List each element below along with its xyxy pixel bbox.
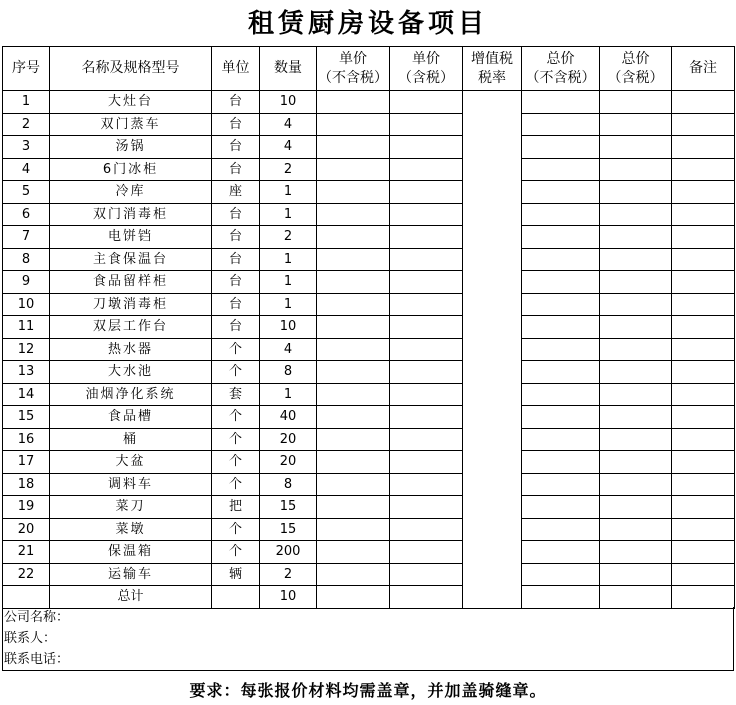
item-quantity: 8 — [260, 361, 317, 384]
item-unit: 个 — [212, 338, 260, 361]
remark-cell — [672, 226, 735, 249]
unit-price-ex-tax-cell — [317, 496, 390, 519]
total-label: 总计 — [50, 586, 212, 609]
item-quantity: 40 — [260, 406, 317, 429]
header-total-in-tax — [600, 47, 672, 91]
item-name: 电饼铛 — [50, 226, 212, 249]
total-in-tax-cell — [600, 451, 672, 474]
item-name: 大灶台 — [50, 91, 212, 114]
item-quantity: 15 — [260, 518, 317, 541]
total-ex-tax-cell — [522, 361, 600, 384]
table-row — [3, 158, 735, 181]
table-row — [3, 496, 735, 519]
item-quantity: 1 — [260, 248, 317, 271]
header-line: （含税） — [607, 69, 664, 86]
total-in-tax-cell — [600, 158, 672, 181]
total-sum-ex-cell — [522, 586, 600, 609]
row-index: 14 — [3, 383, 50, 406]
total-unit-cell — [212, 586, 260, 609]
item-name: 食品留样柜 — [50, 271, 212, 294]
header-vat-rate — [463, 47, 522, 91]
total-in-tax-cell — [600, 136, 672, 159]
unit-price-ex-tax-cell — [317, 473, 390, 496]
unit-price-ex-tax-cell — [317, 248, 390, 271]
item-unit: 个 — [212, 473, 260, 496]
table-row — [3, 361, 735, 384]
item-unit: 座 — [212, 181, 260, 204]
equipment-table — [2, 46, 735, 609]
header-line: （不含税） — [525, 69, 596, 86]
unit-price-ex-tax-cell — [317, 158, 390, 181]
total-price-in-cell — [390, 586, 463, 609]
unit-price-in-tax-cell — [390, 316, 463, 339]
table-row — [3, 563, 735, 586]
remark-cell — [672, 293, 735, 316]
total-ex-tax-cell — [522, 563, 600, 586]
unit-price-in-tax-cell — [390, 181, 463, 204]
header-unit: 单位 — [212, 47, 260, 91]
unit-price-in-tax-cell — [390, 361, 463, 384]
item-name: 油烟净化系统 — [50, 383, 212, 406]
total-in-tax-cell — [600, 113, 672, 136]
contact-person-label: 联系人： — [4, 631, 57, 646]
contact-info-box — [2, 607, 734, 671]
unit-price-in-tax-cell — [390, 518, 463, 541]
unit-price-in-tax-cell — [390, 203, 463, 226]
header-name: 名称及规格型号 — [50, 47, 212, 91]
remark-cell — [672, 91, 735, 114]
row-index: 3 — [3, 136, 50, 159]
item-unit: 辆 — [212, 563, 260, 586]
unit-price-ex-tax-cell — [317, 361, 390, 384]
item-name: 冷库 — [50, 181, 212, 204]
header-line: 单价 — [339, 50, 367, 67]
total-ex-tax-cell — [522, 226, 600, 249]
unit-price-in-tax-cell — [390, 271, 463, 294]
unit-price-in-tax-cell — [390, 451, 463, 474]
remark-cell — [672, 338, 735, 361]
unit-price-in-tax-cell — [390, 338, 463, 361]
remark-cell — [672, 203, 735, 226]
unit-price-ex-tax-cell — [317, 541, 390, 564]
remark-cell — [672, 473, 735, 496]
total-in-tax-cell — [600, 563, 672, 586]
item-quantity: 10 — [260, 91, 317, 114]
unit-price-ex-tax-cell — [317, 181, 390, 204]
unit-price-in-tax-cell — [390, 563, 463, 586]
header-unit-price-in-tax — [390, 47, 463, 91]
item-unit: 个 — [212, 451, 260, 474]
item-name: 菜刀 — [50, 496, 212, 519]
unit-price-ex-tax-cell — [317, 316, 390, 339]
remark-cell — [672, 271, 735, 294]
table-row — [3, 518, 735, 541]
remark-cell — [672, 113, 735, 136]
unit-price-ex-tax-cell — [317, 136, 390, 159]
item-quantity: 2 — [260, 158, 317, 181]
total-ex-tax-cell — [522, 383, 600, 406]
total-ex-tax-cell — [522, 473, 600, 496]
unit-price-ex-tax-cell — [317, 428, 390, 451]
contact-phone-label: 联系电话： — [4, 652, 70, 667]
item-name: 调料车 — [50, 473, 212, 496]
header-line: 总价 — [546, 50, 575, 67]
header-unit-price-ex-tax — [317, 47, 390, 91]
table-row — [3, 181, 735, 204]
item-quantity: 20 — [260, 451, 317, 474]
item-name: 双层工作台 — [50, 316, 212, 339]
total-in-tax-cell — [600, 518, 672, 541]
row-index: 18 — [3, 473, 50, 496]
total-in-tax-cell — [600, 473, 672, 496]
total-ex-tax-cell — [522, 451, 600, 474]
remark-cell — [672, 563, 735, 586]
item-name: 主食保温台 — [50, 248, 212, 271]
table-row — [3, 473, 735, 496]
unit-price-in-tax-cell — [390, 248, 463, 271]
unit-price-in-tax-cell — [390, 113, 463, 136]
total-in-tax-cell — [600, 428, 672, 451]
remark-cell — [672, 496, 735, 519]
row-index: 6 — [3, 203, 50, 226]
item-quantity: 2 — [260, 563, 317, 586]
row-index: 9 — [3, 271, 50, 294]
item-unit: 台 — [212, 91, 260, 114]
row-index: 15 — [3, 406, 50, 429]
table-row — [3, 293, 735, 316]
total-in-tax-cell — [600, 496, 672, 519]
table-row — [3, 406, 735, 429]
item-unit: 套 — [212, 383, 260, 406]
unit-price-in-tax-cell — [390, 496, 463, 519]
header-line: 总价 — [621, 50, 650, 67]
header-line: 税率 — [478, 69, 506, 86]
header-line: 增值税 — [471, 50, 513, 67]
row-index: 1 — [3, 91, 50, 114]
total-ex-tax-cell — [522, 158, 600, 181]
table-row — [3, 541, 735, 564]
row-index: 10 — [3, 293, 50, 316]
header-line: （含税） — [398, 69, 454, 86]
remark-cell — [672, 406, 735, 429]
total-ex-tax-cell — [522, 428, 600, 451]
row-index: 20 — [3, 518, 50, 541]
item-quantity: 4 — [260, 338, 317, 361]
header-remark: 备注 — [672, 47, 735, 91]
total-in-tax-cell — [600, 406, 672, 429]
item-unit: 个 — [212, 428, 260, 451]
header-line: 单价 — [412, 50, 440, 67]
total-row — [3, 586, 735, 609]
total-in-tax-cell — [600, 541, 672, 564]
item-quantity: 1 — [260, 293, 317, 316]
row-index: 5 — [3, 181, 50, 204]
total-ex-tax-cell — [522, 316, 600, 339]
item-quantity: 1 — [260, 383, 317, 406]
total-remark-cell — [672, 586, 735, 609]
row-index: 16 — [3, 428, 50, 451]
row-index: 21 — [3, 541, 50, 564]
table-row — [3, 248, 735, 271]
item-quantity: 2 — [260, 226, 317, 249]
total-ex-tax-cell — [522, 271, 600, 294]
table-header-row — [3, 47, 735, 91]
total-ex-tax-cell — [522, 293, 600, 316]
total-index-cell — [3, 586, 50, 609]
total-in-tax-cell — [600, 248, 672, 271]
table-row — [3, 451, 735, 474]
item-name: 保温箱 — [50, 541, 212, 564]
item-unit: 台 — [212, 203, 260, 226]
remark-cell — [672, 181, 735, 204]
total-ex-tax-cell — [522, 203, 600, 226]
total-ex-tax-cell — [522, 338, 600, 361]
total-ex-tax-cell — [522, 113, 600, 136]
item-name: 食品槽 — [50, 406, 212, 429]
item-unit: 台 — [212, 158, 260, 181]
unit-price-in-tax-cell — [390, 406, 463, 429]
table-row — [3, 136, 735, 159]
unit-price-ex-tax-cell — [317, 451, 390, 474]
item-name: 桶 — [50, 428, 212, 451]
item-name: 大水池 — [50, 361, 212, 384]
item-unit: 台 — [212, 226, 260, 249]
total-sum-in-cell — [600, 586, 672, 609]
item-quantity: 8 — [260, 473, 317, 496]
item-unit: 台 — [212, 316, 260, 339]
row-index: 8 — [3, 248, 50, 271]
total-ex-tax-cell — [522, 181, 600, 204]
unit-price-ex-tax-cell — [317, 518, 390, 541]
item-name: 双门蒸车 — [50, 113, 212, 136]
row-index: 11 — [3, 316, 50, 339]
item-quantity: 4 — [260, 136, 317, 159]
item-unit: 个 — [212, 361, 260, 384]
table-row — [3, 428, 735, 451]
remark-cell — [672, 158, 735, 181]
total-ex-tax-cell — [522, 136, 600, 159]
remark-cell — [672, 383, 735, 406]
table-row — [3, 203, 735, 226]
header-line: （不含税） — [318, 69, 388, 86]
row-index: 2 — [3, 113, 50, 136]
unit-price-in-tax-cell — [390, 473, 463, 496]
item-unit: 个 — [212, 406, 260, 429]
company-name-label: 公司名称： — [4, 610, 70, 625]
item-name: 热水器 — [50, 338, 212, 361]
item-quantity: 1 — [260, 271, 317, 294]
item-unit: 台 — [212, 136, 260, 159]
unit-price-in-tax-cell — [390, 136, 463, 159]
total-in-tax-cell — [600, 338, 672, 361]
item-name: 运输车 — [50, 563, 212, 586]
total-price-ex-cell — [317, 586, 390, 609]
unit-price-ex-tax-cell — [317, 293, 390, 316]
total-ex-tax-cell — [522, 91, 600, 114]
unit-price-ex-tax-cell — [317, 113, 390, 136]
item-quantity: 20 — [260, 428, 317, 451]
item-quantity: 4 — [260, 113, 317, 136]
unit-price-in-tax-cell — [390, 226, 463, 249]
item-unit: 台 — [212, 248, 260, 271]
total-quantity: 10 — [260, 586, 317, 609]
item-name: 汤锅 — [50, 136, 212, 159]
item-unit: 台 — [212, 113, 260, 136]
table-row — [3, 113, 735, 136]
document-title: 租赁厨房设备项目 — [247, 9, 488, 39]
vat-rate-merged-cell — [463, 91, 522, 609]
row-index: 13 — [3, 361, 50, 384]
row-index: 12 — [3, 338, 50, 361]
item-quantity: 1 — [260, 181, 317, 204]
row-index: 19 — [3, 496, 50, 519]
unit-price-ex-tax-cell — [317, 338, 390, 361]
unit-price-ex-tax-cell — [317, 383, 390, 406]
item-quantity: 1 — [260, 203, 317, 226]
row-index: 22 — [3, 563, 50, 586]
remark-cell — [672, 248, 735, 271]
item-unit: 把 — [212, 496, 260, 519]
total-in-tax-cell — [600, 316, 672, 339]
table-row — [3, 383, 735, 406]
table-row — [3, 91, 735, 114]
unit-price-ex-tax-cell — [317, 406, 390, 429]
remark-cell — [672, 541, 735, 564]
unit-price-ex-tax-cell — [317, 226, 390, 249]
total-ex-tax-cell — [522, 541, 600, 564]
remark-cell — [672, 451, 735, 474]
row-index: 7 — [3, 226, 50, 249]
item-name: 6门冰柜 — [50, 158, 212, 181]
requirement-note: 要求：每张报价材料均需盖章，并加盖骑缝章。 — [189, 681, 547, 700]
item-name: 双门消毒柜 — [50, 203, 212, 226]
item-quantity: 15 — [260, 496, 317, 519]
total-in-tax-cell — [600, 181, 672, 204]
row-index: 17 — [3, 451, 50, 474]
item-name: 菜墩 — [50, 518, 212, 541]
remark-cell — [672, 316, 735, 339]
total-in-tax-cell — [600, 226, 672, 249]
item-quantity: 200 — [260, 541, 317, 564]
unit-price-ex-tax-cell — [317, 563, 390, 586]
total-in-tax-cell — [600, 293, 672, 316]
item-name: 大盆 — [50, 451, 212, 474]
table-row — [3, 316, 735, 339]
total-in-tax-cell — [600, 383, 672, 406]
item-unit: 个 — [212, 518, 260, 541]
unit-price-in-tax-cell — [390, 91, 463, 114]
total-ex-tax-cell — [522, 496, 600, 519]
item-unit: 台 — [212, 271, 260, 294]
unit-price-in-tax-cell — [390, 383, 463, 406]
item-name: 刀墩消毒柜 — [50, 293, 212, 316]
total-ex-tax-cell — [522, 518, 600, 541]
table-row — [3, 271, 735, 294]
unit-price-in-tax-cell — [390, 541, 463, 564]
unit-price-in-tax-cell — [390, 293, 463, 316]
unit-price-in-tax-cell — [390, 158, 463, 181]
total-ex-tax-cell — [522, 406, 600, 429]
item-unit: 台 — [212, 293, 260, 316]
unit-price-ex-tax-cell — [317, 271, 390, 294]
unit-price-ex-tax-cell — [317, 203, 390, 226]
unit-price-ex-tax-cell — [317, 91, 390, 114]
item-unit: 个 — [212, 541, 260, 564]
header-total-ex-tax — [522, 47, 600, 91]
total-ex-tax-cell — [522, 248, 600, 271]
row-index: 4 — [3, 158, 50, 181]
header-index: 序号 — [3, 47, 50, 91]
table-row — [3, 226, 735, 249]
header-qty: 数量 — [260, 47, 317, 91]
total-in-tax-cell — [600, 361, 672, 384]
total-in-tax-cell — [600, 271, 672, 294]
item-quantity: 10 — [260, 316, 317, 339]
remark-cell — [672, 428, 735, 451]
table-row — [3, 338, 735, 361]
total-in-tax-cell — [600, 203, 672, 226]
total-in-tax-cell — [600, 91, 672, 114]
remark-cell — [672, 361, 735, 384]
unit-price-in-tax-cell — [390, 428, 463, 451]
remark-cell — [672, 518, 735, 541]
remark-cell — [672, 136, 735, 159]
